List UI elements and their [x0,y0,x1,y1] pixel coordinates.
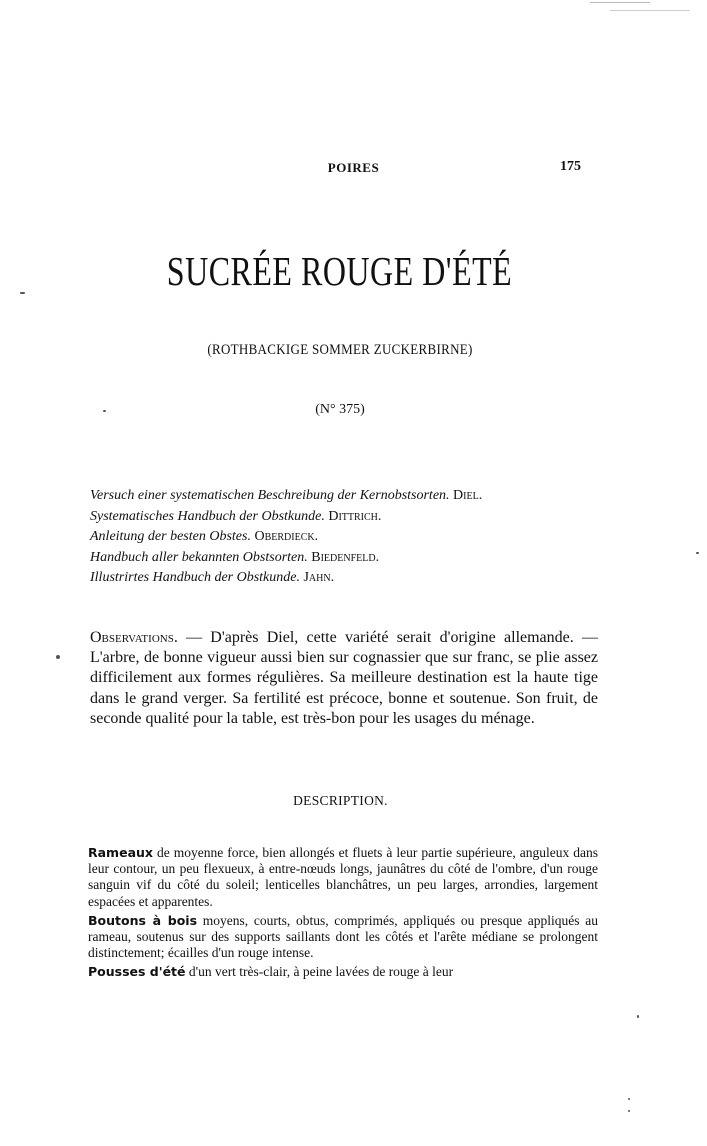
margin-speck [610,10,690,11]
description-section [88,845,598,984]
running-title: POIRES [327,160,380,175]
margin-speck [590,2,650,3]
description-text: de moyenne force, bien allongés et fluets à leur partie supérieure, anguleux dans leur contour, un peu flexueux, à entre-nœuds longs, jaunâtres du côté de l'ombre, d'un rouge sanguin vif du côté du soleil; lenticelles blanchâtres, un peu larges, arrondies, largement espacées et apparentes. [88,845,598,909]
reference-item [90,486,650,507]
margin-speck [637,1015,639,1018]
reference-title: Anleitung der besten Obstes. [90,529,251,544]
margin-speck [103,410,106,412]
margin-speck [696,552,699,554]
variety-number: (N° 375) [315,402,365,417]
references-list [90,486,650,589]
observations-paragraph [90,628,598,729]
reference-author: Diel. [453,488,483,503]
reference-title: Systematisches Handbuch der Obstkunde. [90,508,325,524]
reference-item [90,548,650,569]
page-title: SUCRÉE ROUGE D'ÉTÉ [166,248,513,295]
reference-item [90,507,650,528]
subtitle: (ROTHBACKIGE SOMMER ZUCKERBIRNE) [207,340,473,358]
description-entry [88,845,598,910]
description-text: moyens, courts, obtus, comprimés, appliqués ou presque appliqués au rameau, soutenus sur des supports saillants dont les côtés et l'arête médiane se prolongent distinctement; écailles d'un rouge intense. [88,912,598,961]
margin-speck [56,655,60,659]
margin-speck [20,292,25,294]
reference-item [90,568,650,589]
reference-author: Oberdieck. [254,529,319,544]
reference-author: Jahn. [303,570,335,585]
page-number: 175 [560,159,581,174]
reference-title: Handbuch aller bekannten Obstsorten. [90,549,308,565]
observations-lead: Observations. [90,629,178,646]
description-term: Pousses d'été [88,964,186,980]
reference-author: Dittrich. [328,508,382,524]
reference-item [90,527,650,548]
description-term: Rameaux [88,845,153,860]
margin-speck [628,1098,630,1100]
reference-title: Illustrirtes Handbuch der Obstkunde. [90,570,300,585]
reference-author: Biedenfeld. [311,549,380,565]
margin-speck [628,1110,630,1112]
reference-title: Versuch einer systematischen Beschreibung der Kernobstsorten. [90,488,450,503]
description-term: Boutons à bois [88,912,198,928]
description-text: d'un vert très-clair, à peine lavées de rouge à leur [185,964,454,980]
description-entry [88,913,598,962]
observations-text: — D'après Diel, cette variété serait d'origine allemande. — L'arbre, de bonne vigueur aussi bien sur cognassier que sur franc, se plie assez difficilement aux formes régulières. Sa meilleure destination est la haute tige dans le grand verger. Sa fertilité est précoce, bonne et soutenue. Son fruit, de seconde qualité pour la table, est très-bon pour les usages du ménage. [90,629,598,727]
description-heading: DESCRIPTION. [293,793,388,808]
description-entry [88,964,598,980]
